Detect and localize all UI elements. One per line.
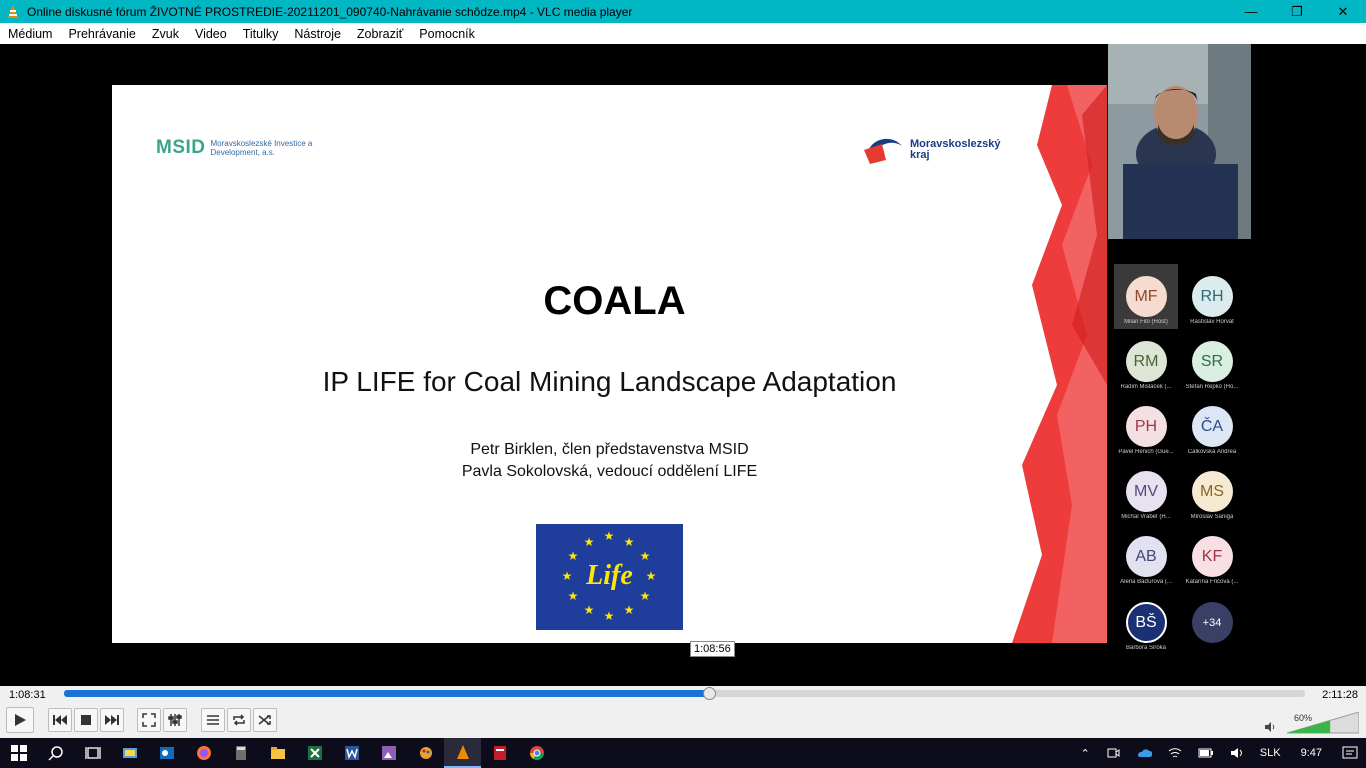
total-time: 2:11:28 <box>1322 689 1358 701</box>
svg-text:★: ★ <box>583 535 595 549</box>
taskbar-app[interactable] <box>259 738 296 768</box>
stop-button[interactable] <box>74 708 98 732</box>
svg-text:★: ★ <box>603 529 615 543</box>
stop-icon <box>81 715 91 725</box>
svg-text:★: ★ <box>639 549 651 563</box>
task-view-icon <box>85 746 101 760</box>
meet-now-icon[interactable] <box>1098 745 1128 761</box>
pdf-app-icon <box>492 745 508 761</box>
participant-avatar <box>1126 341 1167 382</box>
participant-tile[interactable] <box>1180 329 1244 394</box>
more-participants-count <box>1192 602 1233 643</box>
avatar-initials: PH <box>1134 417 1158 435</box>
svg-text:★: ★ <box>567 549 579 563</box>
volume-percent: 60% <box>1294 713 1313 723</box>
playlist-button[interactable] <box>201 708 225 732</box>
participant-tile[interactable] <box>1114 459 1178 524</box>
svg-text:★: ★ <box>639 589 651 603</box>
restore-button[interactable]: ❐ <box>1291 3 1303 19</box>
svg-text:★: ★ <box>583 603 595 617</box>
participant-avatar <box>1192 341 1233 382</box>
menu-video[interactable]: Video <box>194 26 227 41</box>
system-tray <box>1073 738 1366 768</box>
speaker-icon[interactable] <box>1222 745 1252 761</box>
current-time: 1:08:31 <box>9 689 46 701</box>
red-decoration <box>1012 85 1107 643</box>
taskbar-app[interactable] <box>370 738 407 768</box>
participant-name: Milan Filo (Host) <box>1124 319 1168 325</box>
participant-name: Alena Baďurová (... <box>1120 579 1172 585</box>
taskbar-app[interactable] <box>296 738 333 768</box>
avatar-initials: MF <box>1134 287 1158 305</box>
video-area[interactable] <box>0 44 1366 686</box>
participant-avatar <box>1192 276 1233 317</box>
participant-name: Miroslav Saniga <box>1190 514 1234 520</box>
word-icon <box>344 745 360 761</box>
participant-tile[interactable] <box>1114 329 1178 394</box>
title-bar <box>0 0 1366 23</box>
avatar-initials: AB <box>1135 547 1157 565</box>
onedrive-icon[interactable] <box>1128 745 1160 761</box>
participant-name: Barbora Siroká <box>1125 645 1167 651</box>
participant-avatar <box>1126 602 1167 643</box>
menu-audio[interactable]: Zvuk <box>151 26 179 41</box>
seek-hover-time: 1:08:56 <box>690 641 735 657</box>
seek-bar[interactable] <box>64 690 1305 697</box>
taskbar-app[interactable] <box>222 738 259 768</box>
participant-tile[interactable] <box>1114 264 1178 329</box>
skip-back-icon <box>53 715 67 725</box>
avatar-initials: SR <box>1200 352 1224 370</box>
playlist-icon <box>206 714 220 726</box>
vlc-cone-icon <box>5 4 21 20</box>
avatar-initials: KF <box>1201 547 1223 565</box>
clock[interactable]: 9:47 <box>1300 747 1322 759</box>
paint-icon <box>418 745 434 761</box>
previous-button[interactable] <box>48 708 72 732</box>
taskbar-app-vlc[interactable] <box>444 738 481 768</box>
menu-playback[interactable]: Prehrávanie <box>68 26 136 41</box>
life-text: Life <box>586 560 633 591</box>
taskbar-app[interactable] <box>333 738 370 768</box>
loop-button[interactable] <box>227 708 251 732</box>
more-count-text: +34 <box>1202 616 1222 629</box>
avatar-initials: MS <box>1200 482 1224 500</box>
participant-tile[interactable] <box>1114 394 1178 459</box>
msk-text: Moravskoslezský kraj <box>910 138 1001 161</box>
seek-progress <box>64 690 709 697</box>
shuffle-button[interactable] <box>253 708 277 732</box>
menu-subtitles[interactable]: Titulky <box>242 26 279 41</box>
seek-handle[interactable] <box>703 687 716 700</box>
menu-medium[interactable]: Médium <box>8 26 53 41</box>
eu-life-logo <box>536 524 683 630</box>
svg-text:★: ★ <box>623 535 635 549</box>
battery-icon[interactable] <box>1190 745 1222 761</box>
outlook-icon <box>159 745 175 761</box>
taskbar-app[interactable] <box>407 738 444 768</box>
participant-tile[interactable] <box>1180 524 1244 589</box>
windows-logo-icon <box>11 745 27 761</box>
slide-title: COALA <box>543 279 686 323</box>
taskbar-app[interactable] <box>148 738 185 768</box>
play-icon <box>13 713 27 727</box>
msid-mark: MSID <box>156 137 206 158</box>
msid-logo <box>156 137 321 159</box>
participant-avatar <box>1192 471 1233 512</box>
participant-name: Michal Vrábeľ (H... <box>1121 514 1171 520</box>
participant-name: Čalkovská Andrea <box>1187 449 1237 455</box>
participant-tile[interactable] <box>1114 524 1178 589</box>
fullscreen-button[interactable] <box>137 708 161 732</box>
svg-text:★: ★ <box>603 609 615 623</box>
taskbar-app[interactable] <box>518 738 555 768</box>
participant-tile[interactable] <box>1180 264 1244 329</box>
menu-tools[interactable]: Nástroje <box>294 26 341 41</box>
participant-name: Stefan Repko (Ho... <box>1185 384 1239 390</box>
menu-help[interactable]: Pomocník <box>419 26 475 41</box>
shuffle-icon <box>258 714 272 726</box>
participant-avatar <box>1126 406 1167 447</box>
wifi-icon[interactable] <box>1160 745 1190 761</box>
next-button[interactable] <box>100 708 124 732</box>
loop-icon <box>232 714 246 726</box>
participant-name: Radim Mislaček (... <box>1120 384 1172 390</box>
player-controls <box>0 686 1366 738</box>
taskbar-app[interactable] <box>481 738 518 768</box>
author-line-1: Petr Birklen, člen představenstva MSID <box>470 441 749 458</box>
input-language[interactable]: SLK <box>1259 747 1281 759</box>
participant-avatar <box>1192 406 1233 447</box>
menu-bar <box>0 23 1366 44</box>
search-button[interactable] <box>37 738 74 768</box>
slide-subtitle: IP LIFE for Coal Mining Landscape Adaptation <box>322 366 897 397</box>
participant-tile[interactable] <box>1114 590 1178 655</box>
msk-logo <box>862 130 1000 170</box>
participant-grid <box>1108 264 1258 659</box>
chrome-icon <box>529 745 545 761</box>
minimize-button[interactable]: — <box>1244 4 1258 19</box>
msid-text: Moravskoslezské Investice a Development, a.s. <box>210 139 313 157</box>
fullscreen-icon <box>142 713 156 727</box>
speaker-video-frame <box>1108 44 1251 239</box>
speaker-camera <box>1108 44 1251 239</box>
close-button[interactable]: ✕ <box>1337 3 1349 19</box>
participant-name: Rastislav Horvát <box>1190 319 1234 325</box>
msk-emblem-icon <box>862 130 906 170</box>
notifications-icon[interactable] <box>1334 745 1366 761</box>
window-title: Online diskusné fórum ŽIVOTNÉ PROSTREDIE-20211201_090740-Nahrávanie schôdze.mp4 - VLC media player <box>27 4 633 19</box>
show-hidden-icons[interactable]: ⌃ <box>1080 747 1090 760</box>
participant-avatar <box>1126 276 1167 317</box>
calculator-icon <box>233 745 249 761</box>
task-view-button[interactable] <box>74 738 111 768</box>
avatar-initials: RH <box>1200 287 1224 305</box>
svg-text:★: ★ <box>645 569 657 583</box>
svg-text:★: ★ <box>623 603 635 617</box>
start-button[interactable] <box>0 738 37 768</box>
taskbar-app[interactable] <box>111 738 148 768</box>
svg-text:★: ★ <box>561 569 573 583</box>
author-line-2: Pavla Sokolovská, vedoucí oddělení LIFE <box>461 463 758 480</box>
participant-name: Katarína Fričová (... <box>1185 579 1239 585</box>
participant-tile[interactable] <box>1180 459 1244 524</box>
participant-name: Pavel Henich (Gue... <box>1118 449 1174 455</box>
avatar-initials: ČA <box>1200 417 1224 435</box>
avatar-initials: BŠ <box>1135 613 1157 631</box>
presentation-slide <box>112 85 1107 643</box>
taskbar-app[interactable] <box>185 738 222 768</box>
volume-icon[interactable] <box>1264 721 1276 733</box>
menu-view[interactable]: Zobraziť <box>356 26 404 41</box>
skip-forward-icon <box>105 715 119 725</box>
search-icon <box>48 745 64 761</box>
excel-icon <box>307 745 323 761</box>
control-panel-icon <box>122 745 138 761</box>
firefox-icon <box>196 745 212 761</box>
extended-settings-button[interactable] <box>163 708 187 732</box>
vlc-icon <box>455 744 471 760</box>
windows-taskbar <box>0 738 1366 768</box>
participant-avatar <box>1192 536 1233 577</box>
more-participants-tile[interactable] <box>1180 590 1244 655</box>
avatar-initials: RM <box>1133 352 1159 370</box>
play-button[interactable] <box>6 707 34 733</box>
svg-text:★: ★ <box>567 589 579 603</box>
file-explorer-icon <box>270 745 286 761</box>
participant-avatar <box>1126 471 1167 512</box>
equalizer-icon <box>168 713 182 727</box>
image-viewer-icon <box>381 745 397 761</box>
participant-tile[interactable] <box>1180 394 1244 459</box>
volume-slider[interactable] <box>1287 712 1359 734</box>
participant-avatar <box>1126 536 1167 577</box>
avatar-initials: MV <box>1134 482 1158 500</box>
